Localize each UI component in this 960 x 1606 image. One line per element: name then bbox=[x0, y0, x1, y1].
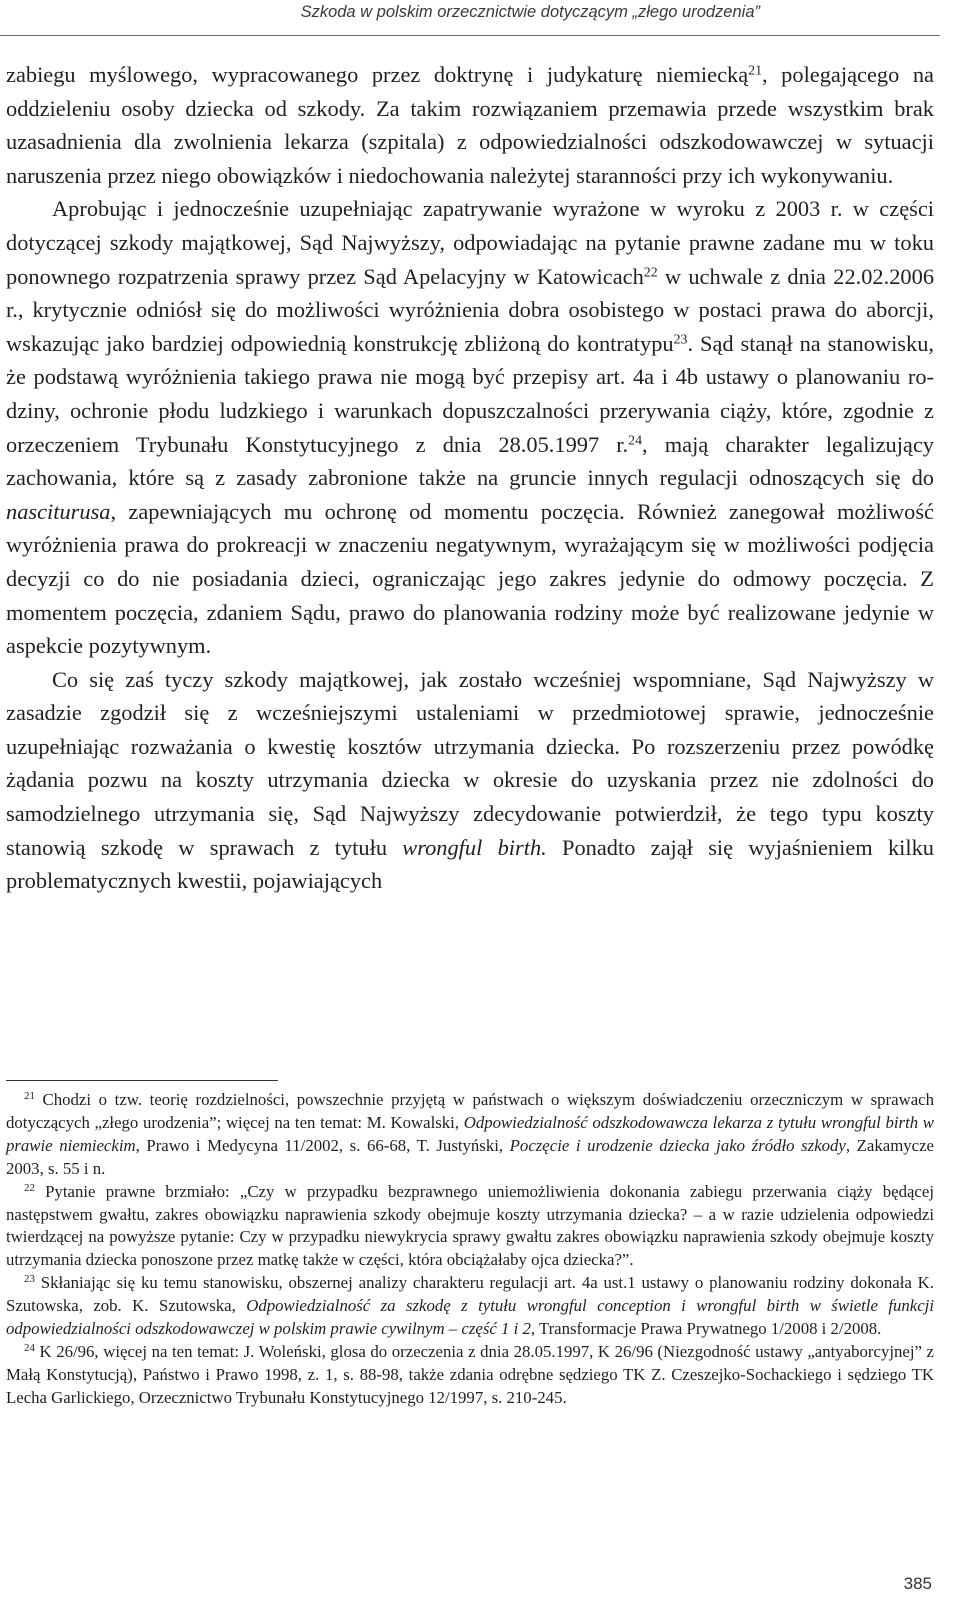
running-header bbox=[0, 0, 960, 38]
paragraph-3 bbox=[6, 663, 934, 898]
footnote-22 bbox=[6, 1181, 934, 1273]
citation-title: Poczęcie i urodzenie dziecka jako źródło szkody bbox=[509, 1135, 846, 1155]
emphasized-term: nasciturusa bbox=[6, 498, 111, 524]
footnote-text: , Zakamycze 2003, s. 55 i n. bbox=[6, 1135, 934, 1178]
footnote-text: K 26/96, więcej na ten temat: J. Woleński, glosa do orzeczenia z dnia 28.05.1997, K 26/96 (Niezgodność ustawy „antyaborcyjnej” z Małą Konstytucją), Państwo i Prawo 1998, z. 1, s. 88-98, także zdania odrębne sędziego TK Z. Czeszejko-Sochackiego i sędziego TK Lecha Garlickiego, Orzecznictwo Trybunału Konstytucyjnego 12/1997, s. 210-245. bbox=[6, 1341, 934, 1407]
running-title: Szkoda w polskim orzecznictwie dotyczącym „złego urodzenia” bbox=[300, 3, 760, 21]
paragraph-text: Co się zaś tyczy szkody majątkowej, jak zostało wcześniej wspomniane, Sąd Najwyższy w zasadzie zgodził się z wcześniejszymi ustaleniami w przedmiotowej sprawie, jednocześnie uzupełniając rozważania o kwestię kosztów utrzymania dziecka. Po rozszerzeniu przez powódkę żądania pozwu na koszty utrzymania dziecka w okresie do uzyskania przez nie zdolności do samodzielnego utrzymania się, Sąd Najwyższy zdecydowanie potwierdził, że tego typu koszty stanowią szkodę w sprawach z tytułu bbox=[6, 666, 934, 860]
footnote-text: , Prawo i Medycyna 11/2002, s. 66-68, T. Justyński, bbox=[135, 1135, 510, 1155]
footnote-24 bbox=[6, 1341, 934, 1410]
page-number: 385 bbox=[903, 1574, 932, 1593]
paragraph-1 bbox=[6, 58, 934, 192]
footnote-number: 21 bbox=[24, 1090, 35, 1102]
footnote-divider bbox=[6, 1080, 278, 1081]
paragraph-text: Ponadto zajął się wyjaśnieniem kilku problematycznych kwestii, pojawiających bbox=[6, 834, 934, 894]
citation-title: Odpowiedzialność odszkodowawcza lekarza z tytułu wrongful birth w prawie niemieckim bbox=[6, 1112, 934, 1155]
paragraph-2 bbox=[6, 192, 934, 662]
footnote-ref[interactable]: 21 bbox=[748, 63, 763, 79]
footnote-text: Chodzi o tzw. teorię rozdzielności, powszechnie przyjętą w państwach o większym doświadczeniu orzeczniczym w sprawach dotyczących „złego urodzenia”; więcej na ten temat: M. Kowalski, bbox=[6, 1090, 934, 1132]
footnote-number: 23 bbox=[24, 1273, 35, 1286]
citation-title: Odpowiedzialność za szkodę z tytułu wrongful conception i wrongful birth w świetle funkcji odpowiedzialności odszkodowawczej w polskim prawie cywilnym – część 1 i 2 bbox=[6, 1296, 934, 1339]
paragraph-text: w uchwale z dnia 22.02.2006 r., krytycznie odniósł się do możliwości wyróżnienia dobra osobistego w postaci prawa do aborcji, wskazując jako bardziej odpowiednią konstrukcję zbliżoną do kontratypu bbox=[6, 263, 935, 356]
footnote-number: 24 bbox=[24, 1341, 35, 1354]
footnotes bbox=[6, 1089, 934, 1410]
footnote-ref[interactable]: 24 bbox=[628, 432, 642, 448]
footnote-text: Skłaniając się ku temu stanowisku, obszernej analizy charakteru regulacji art. 4a ust.1 ustawy o planowaniu rodziny dokonała K. Szutowska, zob. K. Szutowska, bbox=[6, 1273, 934, 1316]
header-divider bbox=[0, 35, 940, 36]
paragraph-text: , zapewniających mu ochronę od momentu poczęcia. Również zanegował możliwość wyróżnienia prawa do prokreacji w znaczeniu negatywnym, wyrażającym się w możliwości podjęcia decyzji co do nie posiadania dzieci, ograniczając jego zakres jedynie do odmowy poczęcia. Z momentem poczęcia, zdaniem Sądu, prawo do planowania rodziny może być realizowane jedynie w aspekcie pozytywnym. bbox=[6, 498, 934, 659]
footnote-21 bbox=[6, 1089, 934, 1181]
footnote-ref[interactable]: 22 bbox=[643, 264, 658, 280]
paragraph-text: Aprobując i jednocześnie uzupełniając zapatrywanie wyrażone w wyroku z 2003 r. w części dotyczącej szkody majątkowej, Sąd Najwyższy, odpowiadając na pytanie prawne zadane mu w toku ponownego rozpatrzenia sprawy przez Sąd Apelacyjny w Katowicach bbox=[6, 196, 934, 289]
footnote-ref[interactable]: 23 bbox=[673, 332, 688, 348]
footnote-23 bbox=[6, 1272, 934, 1341]
paragraph-text: . Sąd stanął na stanowisku, że podstawą wyróżnienia takiego prawa nie mogą być przepisy art. 4a i 4b ustawy o planowaniu rodziny, ochronie płodu ludzkiego i warunkach dopuszczalności przerywania ciąży, które, zgodnie z orzeczeniem Trybunału Konstytucyjnego z dnia 28.05.1997 r. bbox=[6, 330, 935, 457]
paragraph-text: zabiegu myślowego, wypracowanego przez doktrynę i judykaturę niemiecką bbox=[6, 62, 749, 87]
paragraph-text: , polegającego na oddzieleniu osoby dziecka od szkody. Za takim rozwiązaniem przemawia przede wszystkim brak uzasadnienia dla zwolnienia lekarza (szpitala) z odpowiedzialności odszkodowawczej w sytuacji naruszenia przez niego obowiązków i niedochowania należytej staranności przy ich wykonywaniu. bbox=[6, 62, 934, 188]
paragraph-text: , mają charakter legalizujący zachowania, które są z zasady zabronione także na gruncie innych regulacji odnoszących się do bbox=[6, 431, 934, 491]
footnote-number: 22 bbox=[24, 1181, 35, 1194]
emphasized-term: wrongful birth. bbox=[402, 834, 547, 860]
footnote-text: , Transformacje Prawa Prywatnego 1/2008 i 2/2008. bbox=[530, 1319, 882, 1339]
footnote-text: Pytanie prawne brzmiało: „Czy w przypadku bezprawnego uniemożliwienia dokonania zabiegu przerwania ciąży będącej następstwem gwałtu, zakres obowiązku naprawienia szkody obejmuje koszty utrzymania dziecka? – a w razie udzielenia odpowiedzi twierdzącej na powyższe pytanie: Czy w przypadku niewykrycia sprawy gwałtu zakres obowiązku naprawienia szkody obejmuje koszty utrzymania dziecka ponoszone przez matkę także w części, która obciążałaby ojca dziecka?”. bbox=[6, 1181, 934, 1270]
main-text bbox=[6, 58, 934, 898]
